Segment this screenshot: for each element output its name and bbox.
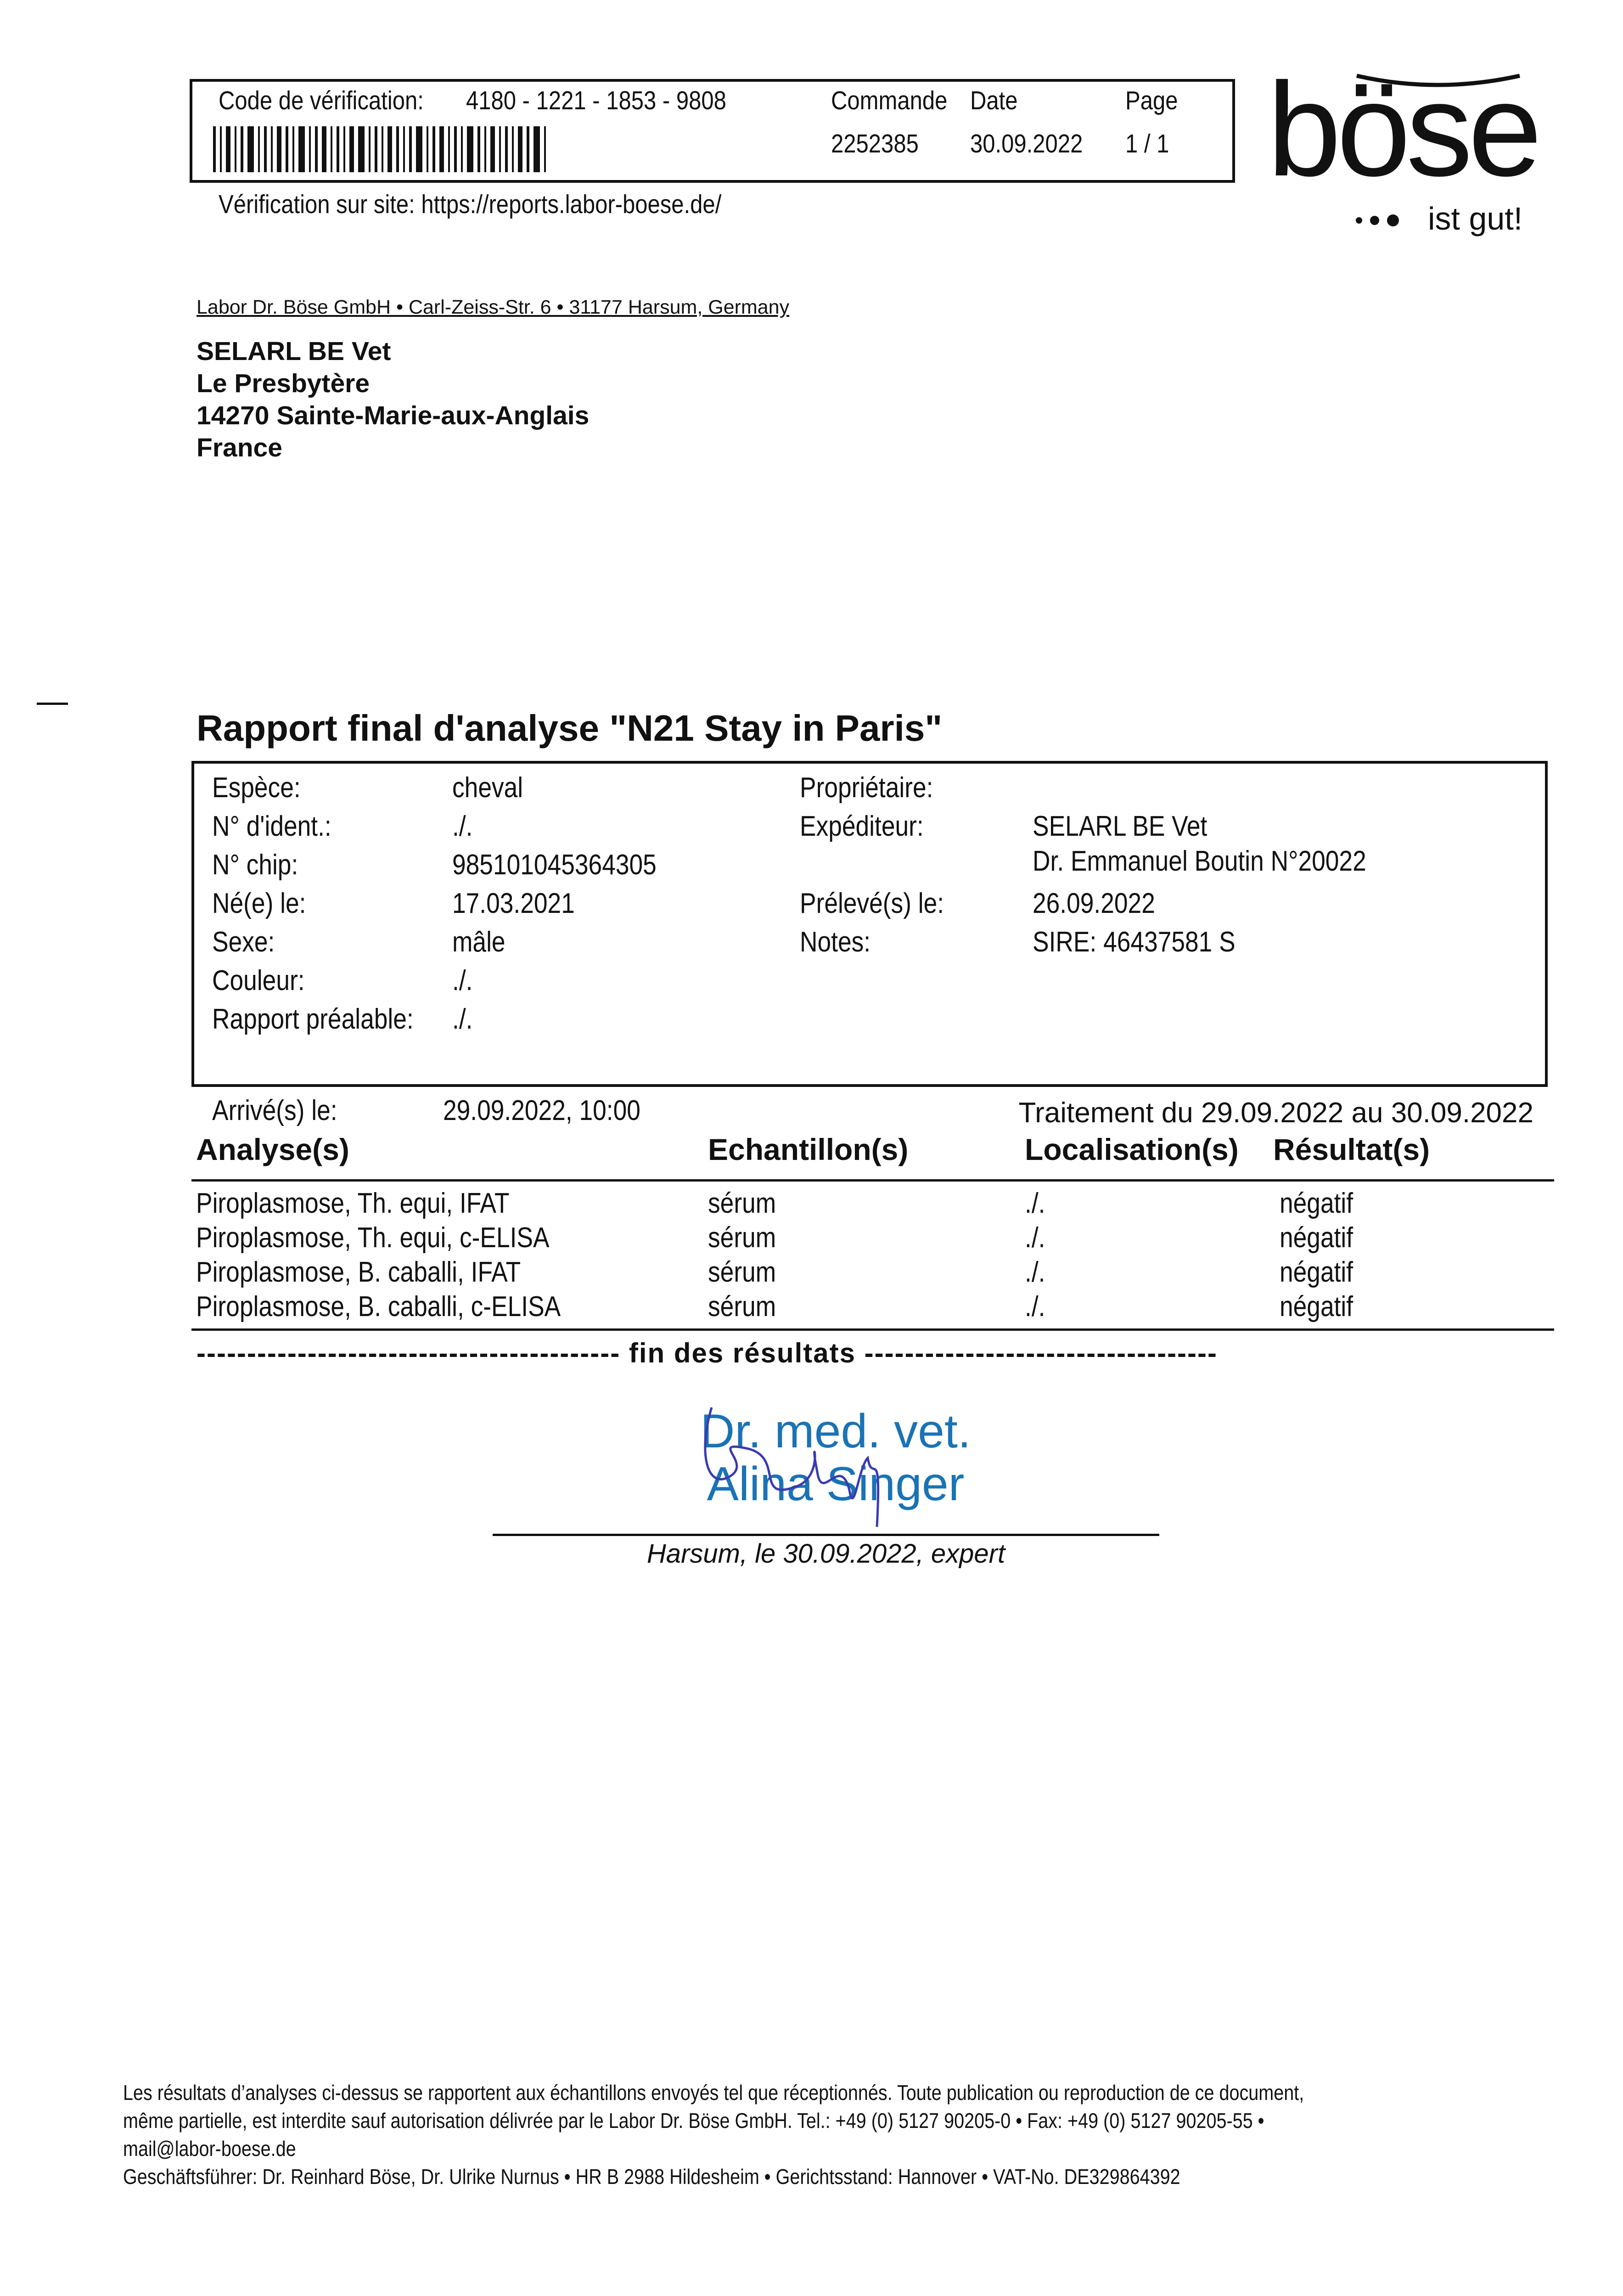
fold-mark [37,703,68,705]
cell-analyse: Piroplasmose, Th. equi, c-ELISA [196,1222,550,1254]
treatment-period: Traitement du 29.09.2022 au 30.09.2022 [1018,1097,1533,1129]
signature-title: Dr. med. vet. [700,1405,971,1458]
barcode-bar [277,126,281,172]
couleur-value: ./. [452,965,473,996]
barcode-bar [454,126,457,172]
barcode-bar [331,126,332,172]
logo-smile-icon [1354,73,1529,92]
footer-line: même partielle, est interdite sauf autorisation délivrée par le Labor Dr. Böse GmbH. Tel.: +49 (0) 5127 90205-0 • Fax: +49 (0) 5127 90205-55 • [123,2109,1264,2133]
verification-site-link[interactable]: Vérification sur site: https://reports.labor-boese.de/ [219,190,722,219]
ident-value: ./. [452,810,473,842]
barcode-bar [337,126,339,172]
barcode-bar [375,126,377,172]
barcode-bar [271,126,273,172]
couleur-label: Couleur: [212,965,305,996]
column-header-analyse: Analyse(s) [196,1132,349,1166]
birth-date-value: 17.03.2021 [452,888,575,919]
barcode-bar [512,126,514,172]
preleve-label: Prélevé(s) le: [800,888,944,919]
signature-caption: Harsum, le 30.09.2022, expert [646,1539,1005,1569]
barcode-bar [343,126,345,172]
verification-label: Code de vérification: [219,86,424,115]
sexe-label: Sexe: [212,926,275,958]
barcode-bar [315,126,318,172]
recipient-line: 14270 Sainte-Marie-aux-Anglais [197,401,590,430]
sexe-value: mâle [452,926,505,958]
barcode-bar [322,126,326,172]
column-header-echantillon: Echantillon(s) [708,1132,909,1166]
prealable-label: Rapport préalable: [212,1003,414,1035]
barcode-bar [477,126,480,172]
barcode-bar [416,126,422,172]
barcode-bar [258,126,260,172]
page-label: Page [1125,86,1178,115]
cell-analyse: Piroplasmose, B. caballi, c-ELISA [196,1291,561,1322]
espece-value: cheval [452,772,523,804]
preleve-value: 26.09.2022 [1033,888,1155,919]
expediteur-line2: Dr. Emmanuel Boutin N°20022 [1033,845,1366,877]
footer-email[interactable]: mail@labor-boese.de [123,2137,296,2161]
barcode-bar [241,126,243,172]
recipient-address [197,335,589,464]
table-row [191,1187,1554,1221]
cell-resultat: négatif [1280,1291,1353,1322]
cell-localisation: ./. [1025,1291,1045,1322]
cell-analyse: Piroplasmose, B. caballi, IFAT [196,1256,521,1288]
cell-echantillon: sérum [708,1291,776,1322]
table-row [191,1256,1554,1290]
barcode-bar [292,126,294,172]
barcode-bar [349,126,354,172]
espece-label: Espèce: [212,772,301,804]
cell-resultat: négatif [1280,1187,1353,1219]
barcode-bar [461,126,463,172]
recipient-line: SELARL BE Vet [197,337,391,366]
logo-tagline: ist gut! [1428,201,1523,236]
barcode-bar [505,126,508,172]
cell-localisation: ./. [1025,1256,1045,1288]
logo-wordmark: böse [1267,55,1538,204]
barcode-bar [439,126,444,172]
recipient-line: Le Presbytère [197,369,370,398]
date-label: Date [970,86,1018,115]
barcode-bar [467,126,473,172]
cell-resultat: négatif [1280,1222,1353,1254]
barcode-bar [264,126,267,172]
arrival-label: Arrivé(s) le: [212,1095,337,1126]
barcode-bar [396,126,399,172]
barcode-bar [403,126,405,172]
cell-echantillon: sérum [708,1222,776,1254]
barcode-bar [382,126,383,172]
page-value: 1 / 1 [1125,129,1169,158]
barcode-bar [226,126,230,172]
chip-value: 985101045364305 [452,849,657,881]
table-row [191,1221,1554,1256]
notes-value: SIRE: 46437581 S [1033,926,1236,958]
notes-label: Notes: [800,926,871,958]
commande-label: Commande [831,86,948,115]
barcode-bar [518,126,522,172]
barcode-bar [409,126,412,172]
column-header-localisation: Localisation(s) [1025,1132,1239,1166]
end-of-results-marker: ------------------------------------------ fin des résultats ----------------------------------- [197,1338,1218,1368]
birth-date-label: Né(e) le: [212,888,306,919]
cell-analyse: Piroplasmose, Th. equi, IFAT [196,1187,510,1219]
barcode-bar [527,126,529,172]
barcode-bar [369,126,371,172]
cell-echantillon: sérum [708,1256,776,1288]
table-bottom-rule [191,1328,1554,1331]
footer-line: Geschäftsführer: Dr. Reinhard Böse, Dr. Ulrike Nurnus • HR B 2988 Hildesheim • Gerichtsstand: Hannover • VAT-No. DE329864392 [123,2165,1180,2189]
cell-localisation: ./. [1025,1222,1045,1254]
logo-dots-icon [1355,211,1410,230]
ident-label: N° d'ident.: [212,810,331,842]
table-header-rule [191,1179,1554,1182]
barcode-bar [544,126,546,172]
proprietaire-label: Propriétaire: [800,772,933,804]
barcode-bar [309,126,311,172]
report-title: Rapport final d'analyse "N21 Stay in Paris" [197,708,943,748]
expediteur-label: Expéditeur: [800,810,924,842]
bose-logo [1267,55,1543,236]
signature-line [493,1534,1159,1536]
commande-value: 2252385 [831,129,919,158]
signature-name: Alina Singer [707,1458,965,1511]
arrival-value: 29.09.2022, 10:00 [443,1095,640,1126]
barcode-bar [484,126,486,172]
sender-return-address: Labor Dr. Böse GmbH • Carl-Zeiss-Str. 6 • 31177 Harsum, Germany [197,296,790,318]
prealable-value: ./. [452,1003,473,1035]
barcode [213,126,553,172]
date-value: 30.09.2022 [970,129,1083,158]
barcode-bar [387,126,392,172]
barcode-bar [247,126,254,172]
barcode-bar [534,126,540,172]
barcode-bar [427,126,428,172]
barcode-bar [448,126,450,172]
expediteur-line1: SELARL BE Vet [1033,810,1207,842]
barcode-bar [432,126,435,172]
barcode-bar [286,126,288,172]
footer-line: Les résultats d’analyses ci-dessus se rapportent aux échantillons envoyés tel que réceptionnés. Toute publication ou reproduction de ce document, [123,2081,1304,2105]
footer-disclaimer [123,2079,1546,2191]
barcode-bar [213,126,216,172]
barcode-bar [235,126,236,172]
barcode-bar [490,126,495,172]
barcode-bar [358,126,365,172]
chip-label: N° chip: [212,849,298,881]
barcode-bar [499,126,501,172]
cell-echantillon: sérum [708,1187,776,1219]
barcode-bar [298,126,305,172]
barcode-bar [220,126,222,172]
cell-localisation: ./. [1025,1187,1045,1219]
column-header-resultat: Résultat(s) [1273,1132,1430,1166]
verification-code: 4180 - 1221 - 1853 - 9808 [466,86,726,115]
recipient-line: France [197,433,282,462]
handwritten-signature [680,1398,937,1536]
cell-resultat: négatif [1280,1256,1353,1288]
table-row [191,1290,1554,1325]
